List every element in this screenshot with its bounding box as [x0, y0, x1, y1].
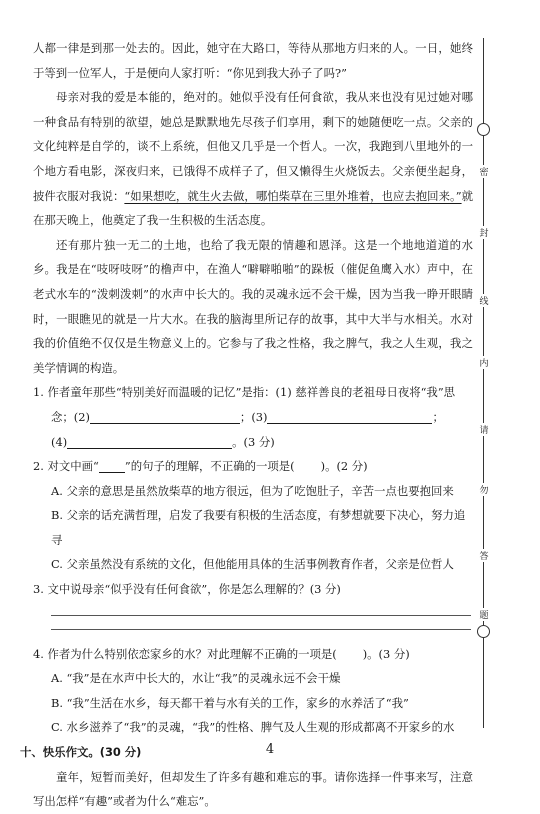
q3-answer-line-1[interactable] [51, 614, 471, 616]
q2-text-a: 2. 对文中画“ [33, 459, 99, 474]
seal-char: 密 [478, 165, 490, 178]
q2-option-a: A. 父亲的意思是虽然放柴草的地方很远，但为了吃饱肚子，辛苦一点也要抱回来 [51, 483, 454, 498]
question-2 [33, 454, 473, 479]
q1-label-2: 念；(2) [51, 409, 90, 424]
q4-text-a: 4. 作者为什么特别依恋家乡的水？对此理解不正确的一项是( [33, 646, 337, 661]
question-1-line2 [33, 405, 473, 430]
q1-label-3: ；(3) [239, 409, 268, 424]
passage-paragraph-2 [33, 85, 473, 233]
section-title: 十、快乐作文。(30 分) [20, 745, 142, 760]
seal-char: 内 [478, 356, 490, 369]
q4-option-b: B. “我”生活在水乡，每天都干着与水有关的工作，家乡的水养活了“我” [51, 695, 409, 710]
passage-p2-part2: 就在那天晚上，他奠定了我一生积极的生活态度。 [33, 188, 473, 228]
seal-char: 勿 [478, 483, 490, 496]
q2-text-c: )。(2 分) [320, 459, 368, 474]
q4-text-b: )。(3 分) [362, 646, 410, 661]
seal-char: 线 [478, 294, 490, 307]
q1-blank-4[interactable] [67, 434, 232, 449]
seal-char: 请 [478, 423, 490, 436]
seal-char: 答 [478, 549, 490, 562]
exam-content [20, 36, 473, 814]
passage-paragraph-1: 人都一律是到那一处去的。因此，她守在大路口，等待从那地方归来的人。一日，她终于等到一位军人，于是便向人家打听：“你见到我大孙子了吗?” [33, 41, 473, 80]
q1-score: 。(3 分) [232, 434, 275, 449]
q1-blank-2[interactable] [90, 409, 240, 424]
q1-label-4: (4) [51, 434, 68, 449]
seal-circle-icon [477, 123, 490, 136]
q3-answer-line-2[interactable] [51, 628, 471, 630]
seal-circle-icon [477, 625, 490, 638]
seal-char: 封 [478, 226, 490, 239]
q1-blank-3[interactable] [267, 409, 432, 424]
q4-option-c: C. 水乡滋养了“我”的灵魂，“我”的性格、脾气及人生观的形成都离不开家乡的水 [51, 720, 455, 735]
question-3: 3. 文中说母亲“似乎没有任何食欲”，你是怎么理解的？(3 分) [33, 582, 341, 597]
underlined-sentence: “如果想吃，就生火去做，哪怕柴草在三里外堆着，也应去抱回来。” [124, 188, 462, 203]
seal-char: 题 [478, 608, 490, 621]
q1-semicolon: ； [432, 409, 444, 424]
composition-prompt: 童年，短暂而美好，但却发生了许多有趣和难忘的事。请你选择一件事来写，注意写出怎样“有趣”或者为什么“难忘”。 [33, 769, 473, 809]
question-1: 1. 作者童年那些“特别美好而温暖的记忆”是指：(1) 慈祥善良的老祖母日夜将“我”思 [33, 385, 456, 400]
q2-option-b: B. 父亲的话充满哲理，启发了我要有积极的生活态度，有梦想就要下决心，努力追寻 [51, 508, 466, 547]
q4-option-a: A. “我”是在水声中长大的，水让“我”的灵魂永远不会干燥 [51, 671, 341, 686]
q2-option-c: C. 父亲虽然没有系统的文化，但他能用具体的生活事例教育作者，父亲是位哲人 [51, 557, 454, 572]
page-number: 4 [265, 742, 275, 757]
q2-text-b: ”的句子的理解，不正确的一项是( [124, 459, 295, 474]
q2-underline-mark [99, 458, 125, 473]
passage-paragraph-3: 还有那片独一无二的土地，也给了我无限的情趣和恩泽。这是一个地地道道的水乡。我是在“吱呀吱呀”的橹声中，在渔人“噼噼啪啪”的跺板（催促鱼鹰入水）声中，在老式水车的“泼刺泼刺”的水声中长大的。我的灵魂永远不会干燥，因为当我一睁开眼睛时，一眼瞧见的就是一片大水。在我的脑海里所记存的故事，其中大半与水相关。水对我的价值绝不仅仅是生物意义上的。它参与了我之性格，我之脾气，我之人生观，我之美学情调的构造。 [33, 237, 473, 375]
passage-p2-part1: 母亲对我的爱是本能的，绝对的。她似乎没有任何食欲，我从来也没有见过她对哪一种食品有特别的欲望，她总是默默地先尽孩子们享用，剩下的她随便吃一点。父亲的文化纯粹是自学的，谈不上系统，但他又几乎是一个哲人。一次，我跑到八里地外的一个地方看电影，深夜归来，已饿得不成样子了，但又懒得生火烧饭去。父亲便坐起身，披件衣服对我说： [33, 90, 473, 203]
question-1-line3 [33, 430, 473, 455]
question-4 [33, 642, 473, 667]
